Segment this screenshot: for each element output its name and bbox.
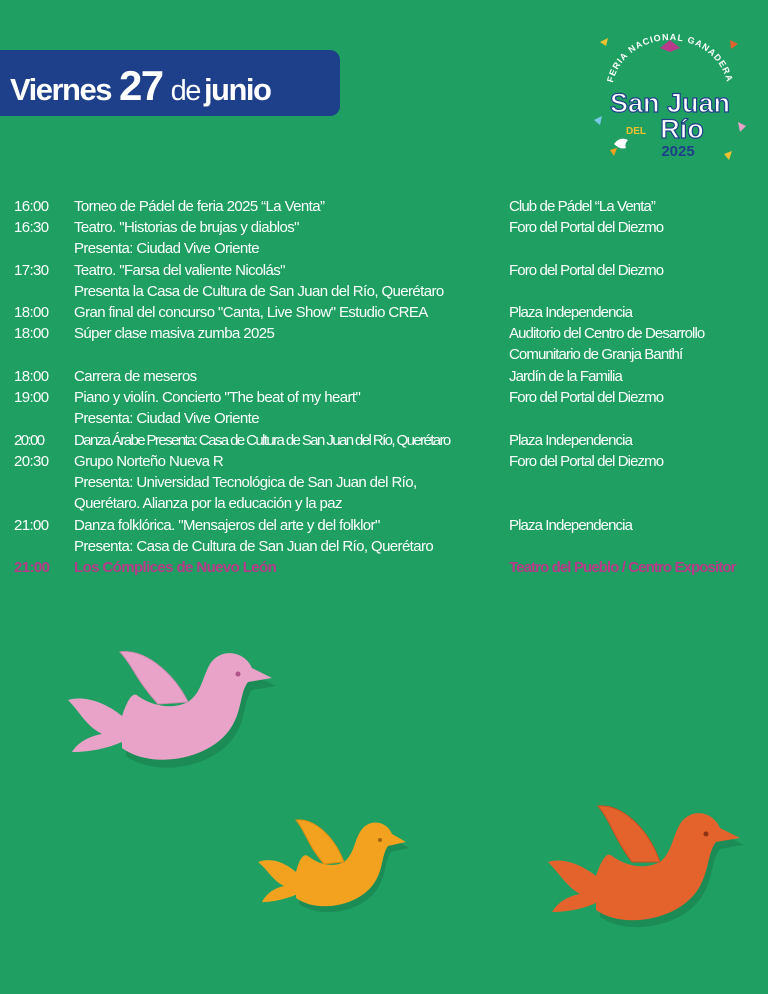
venue-line: Foro del Portal del Diezmo xyxy=(509,219,664,236)
venue-line: Foro del Portal del Diezmo xyxy=(509,453,664,470)
event-line: Presenta: Casa de Cultura de San Juan del Río, Querétaro xyxy=(74,538,434,555)
event-title xyxy=(74,302,504,323)
venue-line: Club de Pádel “La Venta” xyxy=(509,198,656,215)
venue-line: Plaza Independencia xyxy=(509,304,633,321)
event-time: 21:00 xyxy=(14,559,50,576)
date-weekday: Viernes xyxy=(10,72,111,107)
logo-year: 2025 xyxy=(661,143,695,160)
event-line: Torneo de Pádel de feria 2025 “La Venta” xyxy=(74,198,325,215)
event-venue xyxy=(509,451,764,472)
event-line: Danza Árabe Presenta: Casa de Cultura de San Juan del Río, Querétaro xyxy=(74,432,450,449)
event-line: Carrera de meseros xyxy=(74,368,197,385)
confetti-shape xyxy=(738,122,746,132)
event-title xyxy=(74,515,504,557)
event-venue xyxy=(509,430,764,451)
event-time: 16:30 xyxy=(14,219,49,236)
event-venue xyxy=(509,387,764,408)
confetti-shape xyxy=(594,116,602,125)
event-line: Presenta: Ciudad Vive Oriente xyxy=(74,240,259,257)
event-venue xyxy=(509,302,764,323)
logo-top-text: FERIA NACIONAL GANADERA xyxy=(605,31,735,84)
event-venue xyxy=(509,196,764,217)
venue-line: Jardín de la Familia xyxy=(509,368,622,385)
event-title xyxy=(74,557,504,578)
event-line: Presenta la Casa de Cultura de San Juan del Río, Querétaro xyxy=(74,283,444,300)
event-title xyxy=(74,387,504,429)
event-line: Danza folklórica. "Mensajeros del arte y del folklor" xyxy=(74,517,380,534)
event-venue xyxy=(509,557,764,578)
venue-line: Foro del Portal del Diezmo xyxy=(509,262,664,279)
event-line: Súper clase masiva zumba 2025 xyxy=(74,325,275,342)
logo-name-del: DEL xyxy=(626,126,646,137)
confetti-shape xyxy=(600,38,608,46)
event-time: 18:00 xyxy=(14,325,49,342)
venue-line: Plaza Independencia xyxy=(509,432,633,449)
date-month: junio xyxy=(203,72,271,107)
logo-name-line1: San Juan xyxy=(609,88,731,118)
event-time: 19:00 xyxy=(14,389,49,406)
confetti-shape xyxy=(610,148,617,156)
event-line: Los Cómplices de Nuevo León xyxy=(74,559,277,576)
event-line: Gran final del concurso "Canta, Live Show" Estudio CREA xyxy=(74,304,428,321)
event-title xyxy=(74,260,504,302)
date-banner xyxy=(0,50,340,116)
venue-line: Plaza Independencia xyxy=(509,517,633,534)
venue-line: Teatro del Pueblo / Centro Expositor xyxy=(509,559,736,576)
event-title xyxy=(74,430,504,451)
event-title xyxy=(74,217,504,259)
pink-dove-icon xyxy=(62,630,282,780)
event-line: Teatro. "Historias de brujas y diablos" xyxy=(74,219,299,236)
logo-name-line2: Río xyxy=(660,114,704,144)
event-venue xyxy=(509,366,764,387)
confetti-shape xyxy=(730,40,738,49)
logo-dove-icon xyxy=(614,139,628,149)
event-venue xyxy=(509,260,764,281)
event-line: Grupo Norteño Nueva R xyxy=(74,453,224,470)
event-title xyxy=(74,451,504,514)
event-title xyxy=(74,196,504,217)
venue-line: Comunitario de Granja Banthí xyxy=(509,346,683,363)
event-line: Presenta: Ciudad Vive Oriente xyxy=(74,410,259,427)
confetti-shape xyxy=(724,151,732,160)
date-day-number: 27 xyxy=(118,62,163,109)
yellow-dove-icon xyxy=(256,806,416,921)
event-venue xyxy=(509,323,764,365)
event-title xyxy=(74,323,504,344)
event-line: Presenta: Universidad Tecnológica de San Juan del Río, xyxy=(74,474,417,491)
event-title xyxy=(74,366,504,387)
venue-line: Auditorio del Centro de Desarrollo xyxy=(509,325,705,342)
event-time: 20:30 xyxy=(14,453,49,470)
event-time: 18:00 xyxy=(14,304,49,321)
event-time: 21:00 xyxy=(14,517,49,534)
event-time: 17:30 xyxy=(14,262,49,279)
event-line: Querétaro. Alianza por la educación y la paz xyxy=(74,495,342,512)
event-time: 16:00 xyxy=(14,198,49,215)
event-line: Teatro. "Farsa del valiente Nicolás" xyxy=(74,262,285,279)
venue-line: Foro del Portal del Diezmo xyxy=(509,389,664,406)
event-venue xyxy=(509,515,764,536)
orange-dove-icon xyxy=(548,790,748,940)
feria-logo xyxy=(590,30,750,170)
event-line: Piano y violín. Concierto "The beat of my heart" xyxy=(74,389,361,406)
event-time: 18:00 xyxy=(14,368,49,385)
event-venue xyxy=(509,217,764,238)
date-preposition: de xyxy=(170,75,200,107)
event-time: 20:00 xyxy=(14,432,44,449)
